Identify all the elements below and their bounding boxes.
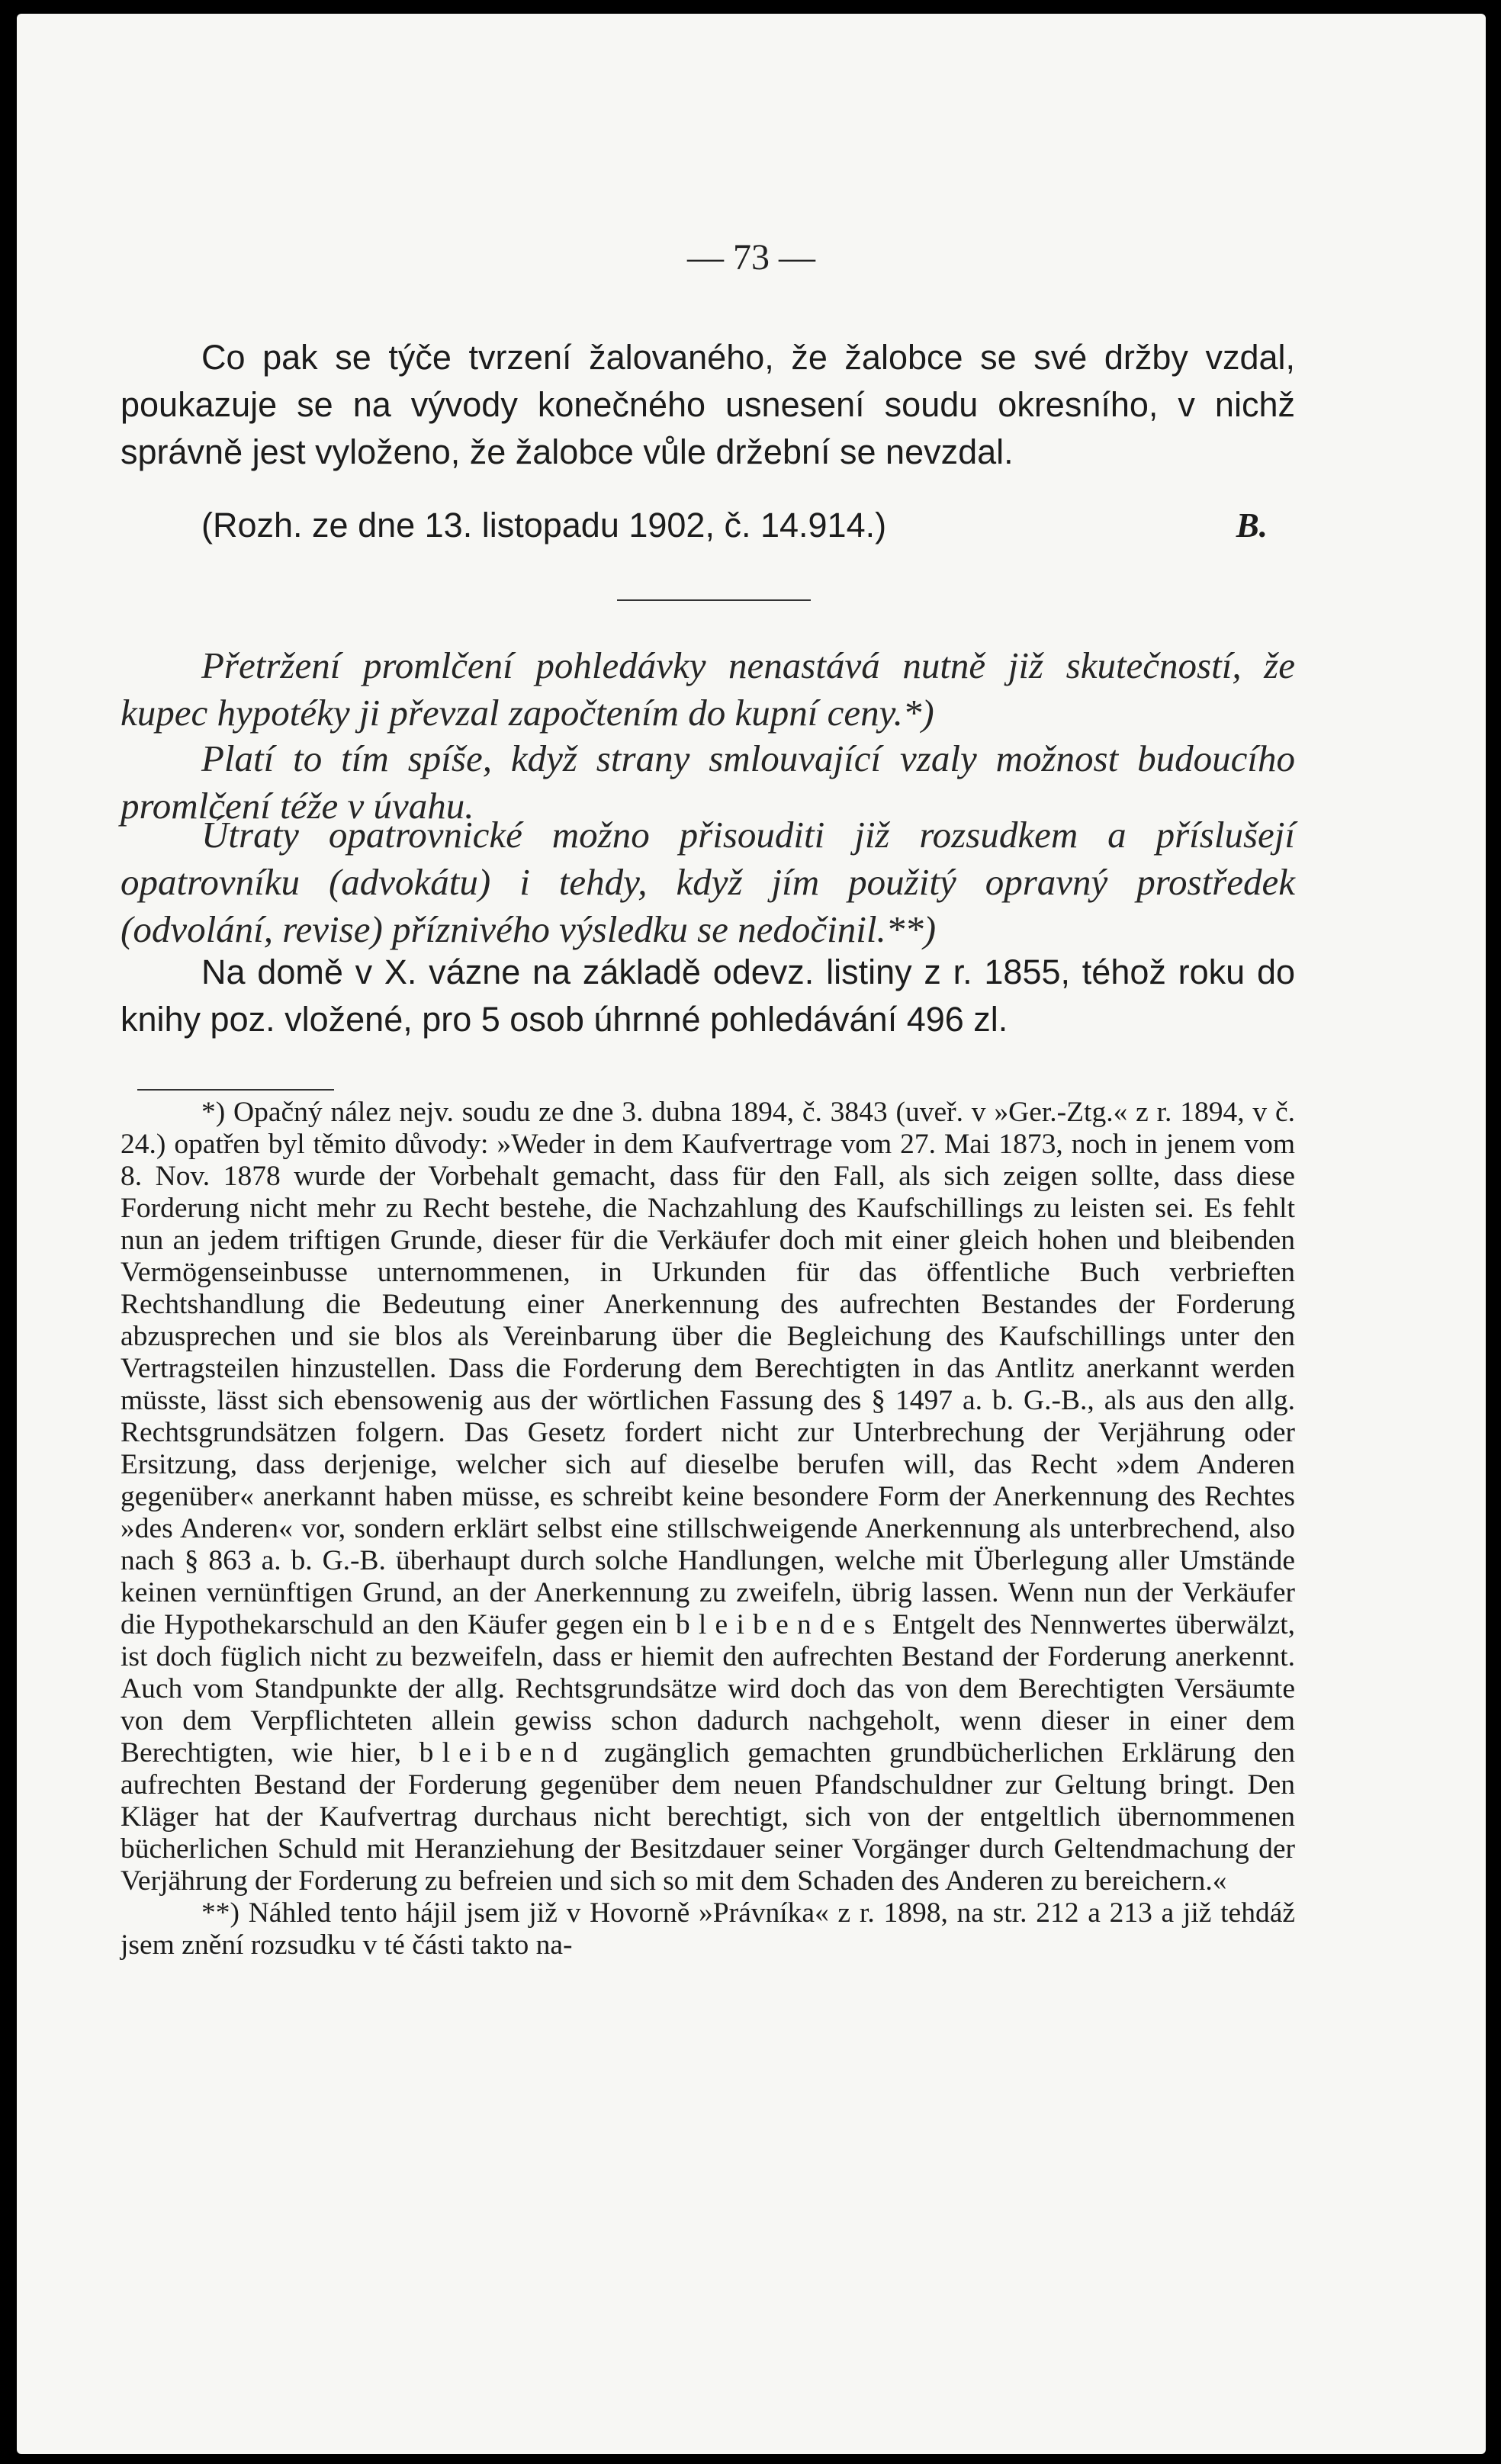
section-divider [617,599,811,601]
citation-text: (Rozh. ze dne 13. listopadu 1902, č. 14.914.) [201,506,887,545]
footnote-1 [121,1097,1295,1897]
footnote-2: **) Náhled tento hájil jsem již v Hovorně »Právníka« z r. 1898, na str. 212 a 213 a již tehdáž jsem znění rozsudku v té části takto na- [121,1897,1295,1961]
headnote-3: Útraty opatrovnické možno přisouditi již rozsudkem a příslušejí opatrovníku (advokátu) i tehdy, když jím použitý opravný prostředek (odvolání, revise) příznivého výsledku se nedočinil.**) [121,814,1295,950]
footnote-1-spaced-word: bleibendes [675,1609,884,1640]
headnote-2: Platí to tím spíše, když strany smlouvající vzaly možnost budoucího promlčení téže v úvahu. [121,737,1295,827]
paragraph-intro: Co pak se týče tvrzení žalovaného, že žalobce se své držby vzdal, poukazuje se na vývody konečného usnesení soudu okresního, v nichž správně jest vyloženo, že žalobce vůle držební se nevzdal. [121,338,1295,471]
footnotes [121,1097,1295,1961]
footnote-1-part-a: *) Opačný nález nejv. soudu ze dne 3. dubna 1894, č. 3843 (uveř. v »Ger.-Ztg.« z r. 1894, v č. 24.) opatřen byl těmito důvody: »Weder in dem Kaufvertrage vom 27. Mai 1873, noch in jenem vom 8. Nov. 1878 wurde der Vorbehalt gemacht, dass für den Fall, als sich zeigen sollte, dass diese Forderung nicht mehr zu Recht bestehe, die Nachzahlung des Kaufschillings zu leisten sei. Es fehlt nun an jedem triftigen Grunde, dieser für die Verkäufer doch mit einer gleich hohen und bleibenden Vermögenseinbusse unternommenen, in Urkunden für das öffentliche Buch verbrieften Rechtshandlung die Bedeutung einer Anerkennung des aufrechten Bestandes der Forderung abzusprechen und sie blos als Vereinbarung über die Begleichung des Kaufschillings unter den Vertragsteilen hinzustellen. Dass die Forderung dem Berechtigten in das Antlitz anerkannt werden müsste, lässt sich ebensowenig aus der wörtlichen Fassung des § 1497 a. b. G.-B., als aus den allg. Rechtsgrundsätzen folgern. Das Gesetz fordert nicht zur Unterbrechung der Verjährung oder Ersitzung, dass derjenige, welcher sich auf dieselbe berufen will, das Recht »dem Anderen gegenüber« anerkannt haben müsse, es schreibt keine besondere Form der Anerkennung des Rechtes »des Anderen« vor, sondern erklärt selbst eine stillschweigende Anerkennung als unterbrechend, also nach § 863 a. b. G.-B. überhaupt durch solche Handlungen, welche mit Überlegung aller Umstände keinen vernünftigen Grund, an der Anerkennung zu zweifeln, übrig lassen. Wenn nun der Verkäufer die Hypothekarschuld an den Käufer gegen ein [121,1097,1295,1640]
headnote-1: Přetržení promlčení pohledávky nenastává nutně již skutečností, že kupec hypotéky ji převzal započtením do kupní ceny.*) [121,644,1295,734]
section-mark: B. [1236,506,1268,545]
footnote-1-spaced-word-2: bleibend [419,1737,587,1768]
footnote-1-part-b: Entgelt des Nennwertes überwälzt, ist doch füglich nicht zu bezweifeln, dass er hiemit den aufrechten Bestand der Forderung anerkennt. Auch vom Standpunkte der allg. Rechtsgrundsätze wird doch das von dem Berechtigten Versäumte von dem Verpflichteten allein gewiss schon dadurch nachgeholt, wenn dieser in einer dem Berechtigten, wie hier, [121,1609,1296,1768]
footnote-1-part-c: zugänglich gemachten grundbücherlichen Erklärung den aufrechten Bestand der Forderung gegenüber dem neuen Pfandschuldner zur Geltung bringt. Den Kläger hat der Kaufvertrag durchaus nicht berechtigt, sich von der entgeltlich übernommenen bücherlichen Schuld mit Heranziehung der Besitzdauer seiner Vorgänger durch Geltendmachung der Verjährung der Forderung zu befreien und sich so mit dem Schaden des Anderen zu bereichern.« [121,1737,1296,1897]
page-number: — 73 — [687,237,815,278]
paragraph-facts: Na domě v X. vázne na základě odevz. listiny z r. 1855, téhož roku do knihy poz. vložené, pro 5 osob úhrnné pohledávání 496 zl. [121,953,1295,1039]
scanned-page [17,14,1486,2454]
decision-citation [121,502,1295,549]
footnote-divider [137,1089,334,1091]
